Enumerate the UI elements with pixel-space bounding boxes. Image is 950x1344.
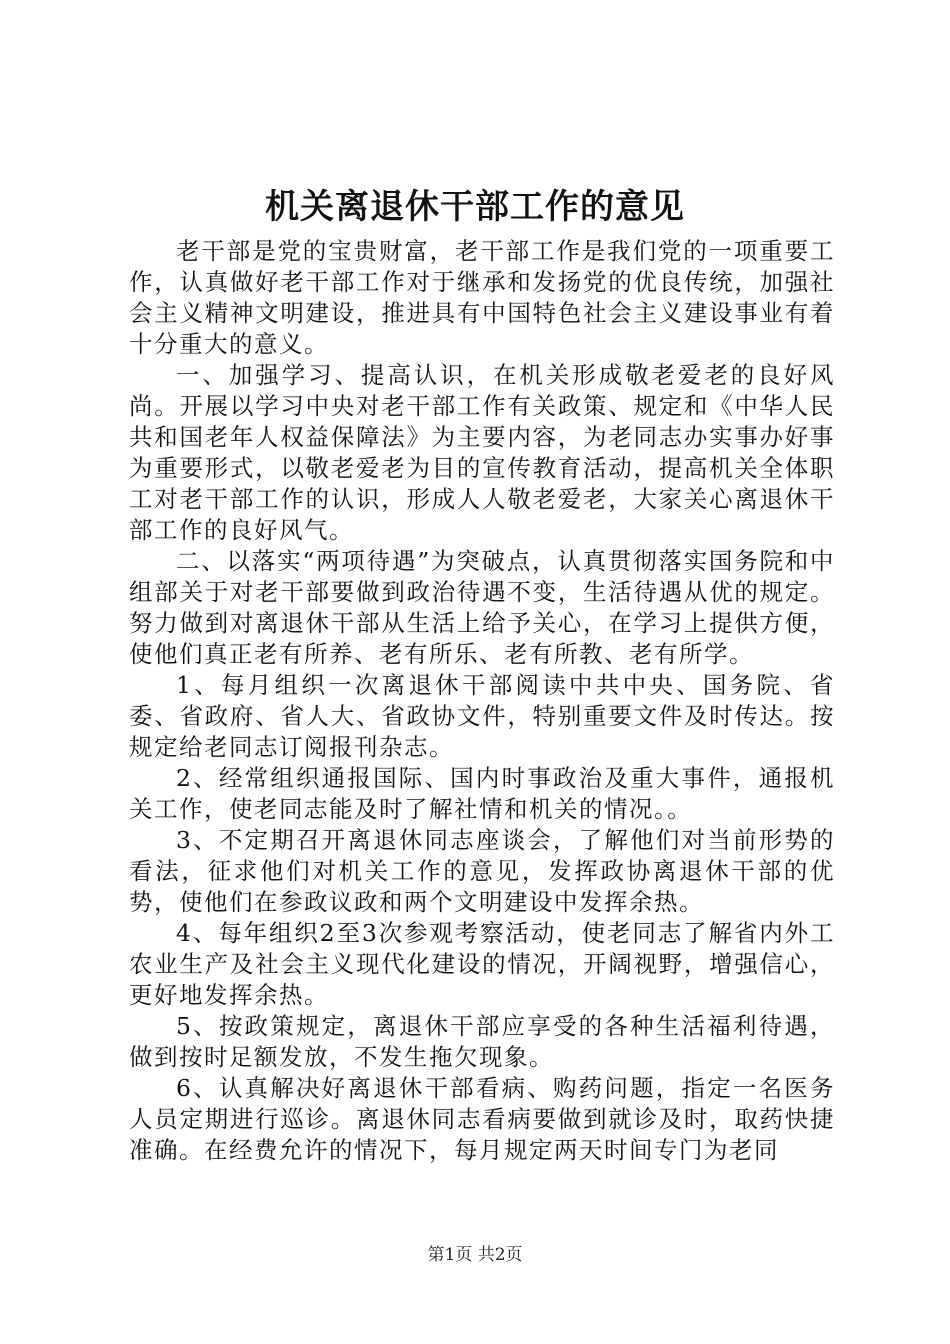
paragraph-item-2: 2、经常组织通报国际、国内时事政治及重大事件，通报机关工作，使老同志能及时了解社情和机关的情况。。 — [129, 764, 835, 823]
paragraph-item-1: 1、每月组织一次离退休干部阅读中共中央、国务院、省委、省政府、省人大、省政协文件，特别重要文件及时传达。按规定给老同志订阅报刊杂志。 — [129, 671, 835, 761]
document-body — [129, 236, 835, 1166]
paragraph-section-2: 二、以落实“两项待遇”为突破点，认真贯彻落实国务院和中组部关于对老干部要做到政治待遇不变，生活待遇从优的规定。努力做到对离退休干部从生活上给予关心，在学习上提供方便，使他们真正老有所养、老有所乐、老有所教、老有所学。 — [129, 547, 835, 668]
paragraph-item-4: 4、每年组织2至3次参观考察活动，使老同志了解省内外工农业生产及社会主义现代化建设的情况，开阔视野，增强信心，更好地发挥余热。 — [129, 919, 835, 1009]
paragraph-intro: 老干部是党的宝贵财富，老干部工作是我们党的一项重要工作，认真做好老干部工作对于继承和发扬党的优良传统，加强社会主义精神文明建设，推进具有中国特色社会主义建设事业有着十分重大的意义。 — [129, 237, 835, 358]
paragraph-item-6: 6、认真解决好离退休干部看病、购药问题，指定一名医务人员定期进行巡诊。离退休同志看病要做到就诊及时，取药快捷准确。在经费允许的情况下，每月规定两天时间专门为老同 — [129, 1074, 835, 1164]
paragraph-item-3: 3、不定期召开离退休同志座谈会，了解他们对当前形势的看法，征求他们对机关工作的意见，发挥政协离退休干部的优势，使他们在参政议政和两个文明建设中发挥余热。 — [129, 826, 835, 916]
paragraph-section-1: 一、加强学习、提高认识，在机关形成敬老爱老的良好风尚。开展以学习中央对老干部工作有关政策、规定和《中华人民共和国老年人权益保障法》为主要内容，为老同志办实事办好事为重要形式，以敬老爱老为目的宣传教育活动，提高机关全体职工对老干部工作的认识，形成人人敬老爱老，大家关心离退休干部工作的良好风气。 — [129, 361, 835, 544]
document-title: 机关离退休干部工作的意见 — [265, 187, 685, 227]
page-number-footer: 第1页 共2页 — [427, 1245, 523, 1265]
paragraph-item-5: 5、按政策规定，离退休干部应享受的各种生活福利待遇，做到按时足额发放，不发生拖欠现象。 — [129, 1012, 835, 1071]
